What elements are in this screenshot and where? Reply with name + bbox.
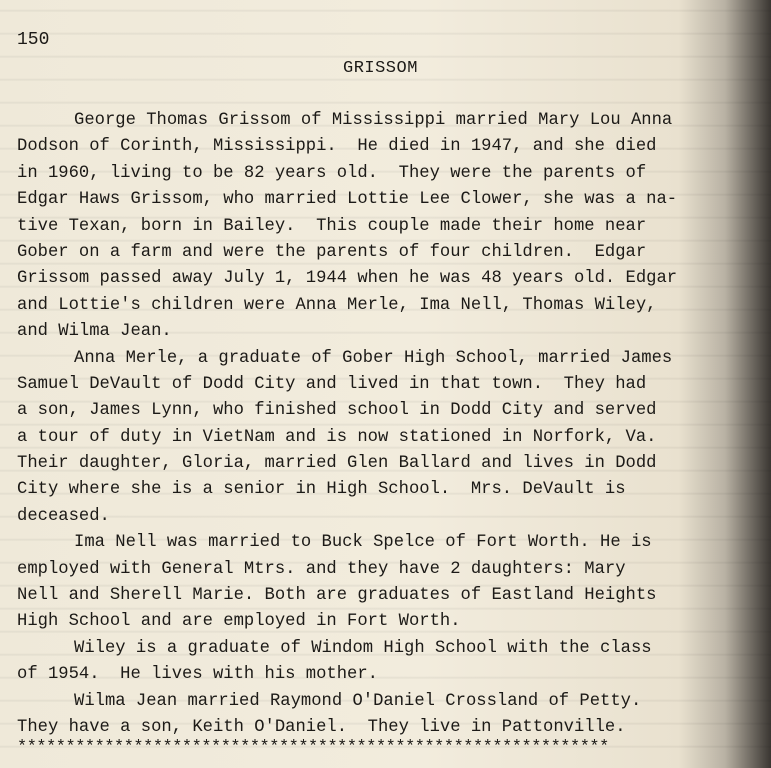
text-line: tive Texan, born in Bailey. This couple made their home near bbox=[17, 216, 647, 236]
text-line: a tour of duty in VietNam and is now stationed in Norfork, Va. bbox=[17, 427, 657, 447]
text-line: and Lottie's children were Anna Merle, Ima Nell, Thomas Wiley, bbox=[17, 295, 657, 315]
text-line: of 1954. He lives with his mother. bbox=[17, 665, 378, 685]
text-line: Wilma Jean married Raymond O'Daniel Crossland of Petty. bbox=[74, 691, 642, 711]
text-line: in 1960, living to be 82 years old. They were the parents of bbox=[17, 163, 647, 183]
text-line: Samuel DeVault of Dodd City and lived in that town. They had bbox=[17, 374, 647, 394]
text-line: Grissom passed away July 1, 1944 when he was 48 years old. Edgar bbox=[17, 269, 678, 289]
text-line: City where she is a senior in High School. Mrs. DeVault is bbox=[17, 480, 626, 500]
text-line: a son, James Lynn, who finished school in Dodd City and served bbox=[17, 401, 657, 421]
text-line: deceased. bbox=[17, 506, 110, 526]
text-line: They have a son, Keith O'Daniel. They live in Pattonville. bbox=[17, 717, 626, 737]
text-line: George Thomas Grissom of Mississippi married Mary Lou Anna bbox=[74, 111, 673, 130]
text-line: Their daughter, Gloria, married Glen Ballard and lives in Dodd bbox=[17, 454, 657, 474]
text-line: Gober on a farm and were the parents of four children. Edgar bbox=[17, 242, 647, 262]
text-line: Wiley is a graduate of Windom High School with the class bbox=[74, 638, 652, 658]
article-body bbox=[17, 108, 769, 741]
text-line: Anna Merle, a graduate of Gober High School, married James bbox=[74, 348, 673, 368]
page-number: 150 bbox=[17, 30, 50, 50]
text-line: Dodson of Corinth, Mississippi. He died in 1947, and she died bbox=[17, 137, 657, 157]
text-line: Ima Nell was married to Buck Spelce of Fort Worth. He is bbox=[74, 533, 652, 553]
page-title: GRISSOM bbox=[343, 59, 418, 78]
text-line: Edgar Haws Grissom, who married Lottie Lee Clower, she was a na- bbox=[17, 190, 678, 210]
separator-line: ************************************************************* bbox=[17, 738, 609, 757]
text-line: Nell and Sherell Marie. Both are graduates of Eastland Heights bbox=[17, 586, 657, 606]
text-line: High School and are employed in Fort Worth. bbox=[17, 612, 461, 632]
text-line: employed with General Mtrs. and they have 2 daughters: Mary bbox=[17, 559, 626, 579]
text-line: and Wilma Jean. bbox=[17, 322, 172, 342]
